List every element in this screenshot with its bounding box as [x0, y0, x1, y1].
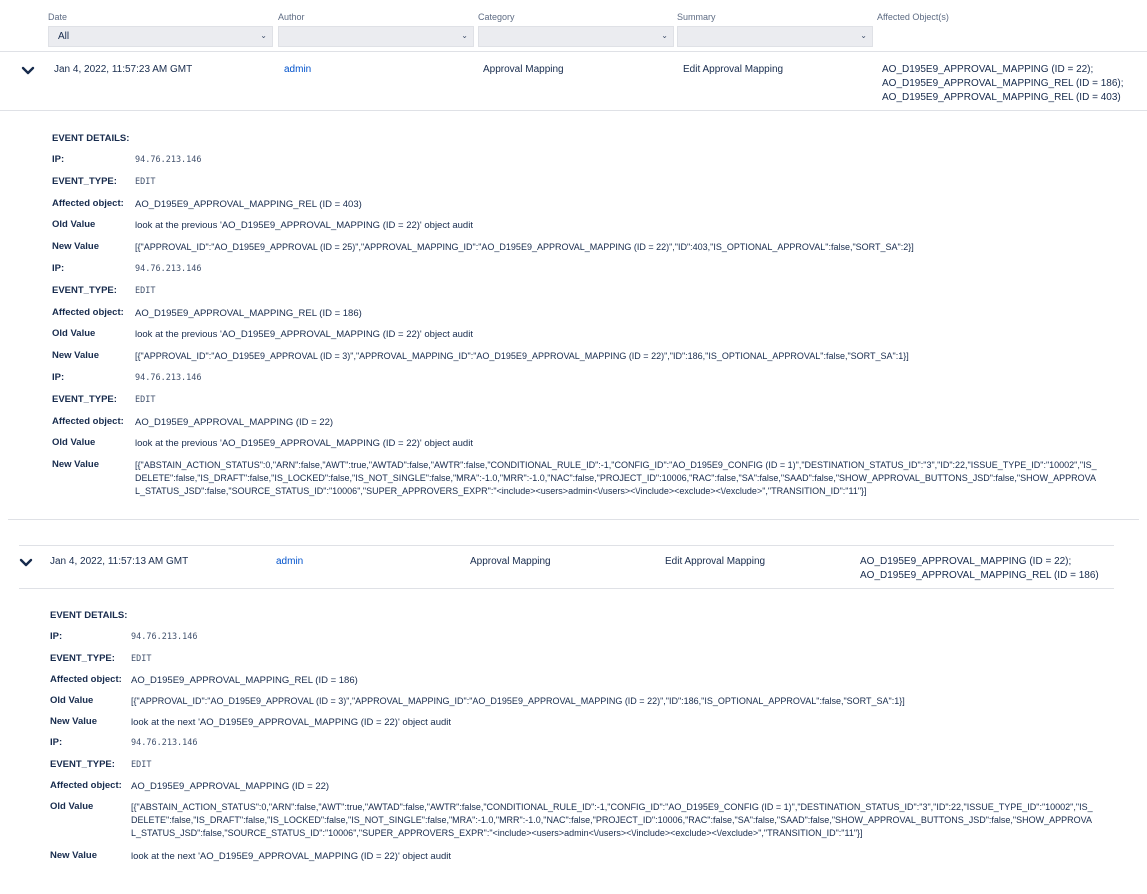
column-header-date[interactable]: Date: [48, 12, 68, 22]
detail-label-old-value: Old Value: [52, 437, 96, 448]
row-divider: [19, 545, 1114, 546]
detail-label-ip: IP:: [50, 631, 63, 642]
detail-value-affected-object: AO_D195E9_APPROVAL_MAPPING_REL (ID = 403): [135, 199, 362, 210]
record-category: Approval Mapping: [470, 556, 551, 567]
detail-label-affected-object: Affected object:: [52, 198, 124, 209]
column-header-author[interactable]: Author: [278, 12, 305, 22]
detail-value-event-type: EDIT: [135, 177, 156, 187]
detail-value-old-value: look at the previous 'AO_D195E9_APPROVAL_MAPPING (ID = 22)' object audit: [135, 329, 473, 340]
detail-value-ip: 94.76.213.146: [135, 155, 202, 165]
detail-value-event-type: EDIT: [131, 654, 152, 664]
detail-value-old-value: look at the previous 'AO_D195E9_APPROVAL_MAPPING (ID = 22)' object audit: [135, 438, 473, 449]
detail-value-new-value: look at the next 'AO_D195E9_APPROVAL_MAPPING (ID = 22)' object audit: [131, 717, 452, 728]
detail-label-old-value: Old Value: [52, 328, 96, 339]
detail-label-new-value: New Value: [50, 716, 97, 727]
detail-label-event-type: EVENT_TYPE:: [52, 394, 117, 405]
detail-value-event-type: EDIT: [135, 395, 156, 405]
filter-date-select[interactable]: [48, 26, 273, 47]
detail-label-event-type: EVENT_TYPE:: [50, 759, 115, 770]
row-divider: [19, 588, 1114, 589]
filter-date-value: All: [58, 31, 70, 42]
record-affected-objects: [860, 555, 1099, 583]
detail-label-ip: IP:: [50, 737, 63, 748]
detail-label-event-type: EVENT_TYPE:: [52, 176, 117, 187]
detail-value-affected-object: AO_D195E9_APPROVAL_MAPPING_REL (ID = 186): [135, 308, 362, 319]
record-divider: [8, 519, 1139, 520]
detail-label-new-value: New Value: [52, 241, 99, 252]
record-date: Jan 4, 2022, 11:57:23 AM GMT: [54, 64, 193, 75]
detail-label-event-type: EVENT_TYPE:: [50, 653, 115, 664]
collapse-chevron-icon[interactable]: [19, 558, 33, 568]
detail-value-ip: 94.76.213.146: [131, 632, 198, 642]
detail-value-old-value: [{"APPROVAL_ID":"AO_D195E9_APPROVAL (ID = 3)","APPROVAL_MAPPING_ID":"AO_D195E9_APPROVAL_MAPPING (ID = 22)","ID":186,"IS_OPTIONAL_APPROVAL":false,"SORT_SA":1}]: [131, 696, 905, 706]
detail-label-ip: IP:: [52, 263, 65, 274]
collapse-chevron-icon[interactable]: [21, 66, 35, 76]
detail-label-old-value: Old Value: [52, 219, 96, 230]
record-summary: Edit Approval Mapping: [683, 64, 784, 75]
detail-value-ip: 94.76.213.146: [135, 373, 202, 383]
record-affected-objects: [882, 63, 1124, 105]
filter-category-select[interactable]: [478, 26, 674, 47]
event-details-title: EVENT DETAILS:: [50, 610, 128, 621]
affected-object-line: AO_D195E9_APPROVAL_MAPPING_REL (ID = 186): [860, 570, 1099, 581]
detail-value-affected-object: AO_D195E9_APPROVAL_MAPPING_REL (ID = 186): [131, 675, 358, 686]
detail-label-event-type: EVENT_TYPE:: [52, 285, 117, 296]
chevron-down-icon: ⌄: [860, 31, 867, 40]
filter-summary-select[interactable]: [677, 26, 873, 47]
detail-value-ip: 94.76.213.146: [135, 264, 202, 274]
column-header-summary[interactable]: Summary: [677, 12, 716, 22]
filter-author-select[interactable]: [278, 26, 474, 47]
record-summary: Edit Approval Mapping: [665, 556, 766, 567]
detail-label-ip: IP:: [52, 372, 65, 383]
detail-label-affected-object: Affected object:: [50, 780, 122, 791]
detail-value-ip: 94.76.213.146: [131, 738, 198, 748]
column-header-category[interactable]: Category: [478, 12, 515, 22]
chevron-down-icon: ⌄: [661, 31, 668, 40]
detail-value-event-type: EDIT: [135, 286, 156, 296]
record-category: Approval Mapping: [483, 64, 564, 75]
detail-label-new-value: New Value: [52, 459, 99, 470]
detail-value-new-value: look at the next 'AO_D195E9_APPROVAL_MAPPING (ID = 22)' object audit: [131, 851, 452, 862]
detail-value-new-value: [{"ABSTAIN_ACTION_STATUS":0,"ARN":false,"AWT":true,"AWTAD":false,"AWTR":false,"CONDITIONAL_RULE_ID":-1,"CONFIG_ID":"AO_D195E9_CONFIG (ID = 1)","DESTINATION_STATUS_ID":"3","ID":22,"ISSUE_TYPE_ID":"10002","IS_DELETE":false,"IS_DRAFT":false,"IS_LOCKED":false,"IS_NOT_SINGLE":false,"MRA":-1.0,"MRR":-1.0,"NAC":false,"PROJECT_ID":10006,"RAC":false,"SA":false,"SAAD":false,"SHOW_APPROVAL_BUTTONS_JSD":false,"SHOW_APPROVAL_STATUS_JSD":false,"SOURCE_STATUS_ID":"10006","SUPER_APPROVERS_EXPR":"<include><users>admin<\/users><\/include><exclude><\/exclude>","TRANSITION_ID":"11"}]: [135, 460, 1097, 496]
column-header-affected[interactable]: Affected Object(s): [877, 12, 949, 22]
detail-value-old-value: look at the previous 'AO_D195E9_APPROVAL_MAPPING (ID = 22)' object audit: [135, 220, 473, 231]
chevron-down-icon: ⌄: [260, 31, 267, 40]
event-details-title: EVENT DETAILS:: [52, 133, 130, 144]
detail-label-affected-object: Affected object:: [50, 674, 122, 685]
row-divider: [0, 110, 1147, 111]
affected-object-line: AO_D195E9_APPROVAL_MAPPING (ID = 22);: [882, 64, 1094, 75]
detail-value-event-type: EDIT: [131, 760, 152, 770]
detail-value-affected-object: AO_D195E9_APPROVAL_MAPPING (ID = 22): [131, 781, 330, 792]
header-divider: [0, 51, 1147, 52]
detail-value-new-value: [{"APPROVAL_ID":"AO_D195E9_APPROVAL (ID = 25)","APPROVAL_MAPPING_ID":"AO_D195E9_APPROVAL_MAPPING (ID = 22)","ID":403,"IS_OPTIONAL_APPROVAL":false,"SORT_SA":2}]: [135, 242, 914, 252]
detail-label-new-value: New Value: [52, 350, 99, 361]
detail-label-new-value: New Value: [50, 850, 97, 861]
affected-object-line: AO_D195E9_APPROVAL_MAPPING (ID = 22);: [860, 556, 1072, 567]
record-author-link[interactable]: admin: [284, 64, 312, 75]
chevron-down-icon: ⌄: [461, 31, 468, 40]
detail-value-affected-object: AO_D195E9_APPROVAL_MAPPING (ID = 22): [135, 417, 334, 428]
detail-label-old-value: Old Value: [50, 695, 94, 706]
detail-label-old-value: Old Value: [50, 801, 94, 812]
detail-value-new-value: [{"APPROVAL_ID":"AO_D195E9_APPROVAL (ID = 3)","APPROVAL_MAPPING_ID":"AO_D195E9_APPROVAL_MAPPING (ID = 22)","ID":186,"IS_OPTIONAL_APPROVAL":false,"SORT_SA":1}]: [135, 351, 909, 361]
record-date: Jan 4, 2022, 11:57:13 AM GMT: [50, 556, 189, 567]
affected-object-line: AO_D195E9_APPROVAL_MAPPING_REL (ID = 403): [882, 92, 1121, 103]
record-author-link[interactable]: admin: [276, 556, 304, 567]
detail-label-affected-object: Affected object:: [52, 307, 124, 318]
affected-object-line: AO_D195E9_APPROVAL_MAPPING_REL (ID = 186);: [882, 78, 1124, 89]
detail-label-affected-object: Affected object:: [52, 416, 124, 427]
detail-label-ip: IP:: [52, 154, 65, 165]
detail-value-old-value: [{"ABSTAIN_ACTION_STATUS":0,"ARN":false,"AWT":true,"AWTAD":false,"AWTR":false,"CONDITIONAL_RULE_ID":-1,"CONFIG_ID":"AO_D195E9_CONFIG (ID = 1)","DESTINATION_STATUS_ID":"3","ID":22,"ISSUE_TYPE_ID":"10002","IS_DELETE":false,"IS_DRAFT":false,"IS_LOCKED":false,"IS_NOT_SINGLE":false,"MRA":-1.0,"MRR":-1.0,"NAC":false,"PROJECT_ID":10006,"RAC":false,"SA":false,"SAAD":false,"SHOW_APPROVAL_BUTTONS_JSD":false,"SHOW_APPROVAL_STATUS_JSD":false,"SOURCE_STATUS_ID":"10006","SUPER_APPROVERS_EXPR":"<include><users>admin<\/users><\/include><exclude><\/exclude>","TRANSITION_ID":"11"}]: [131, 802, 1093, 838]
